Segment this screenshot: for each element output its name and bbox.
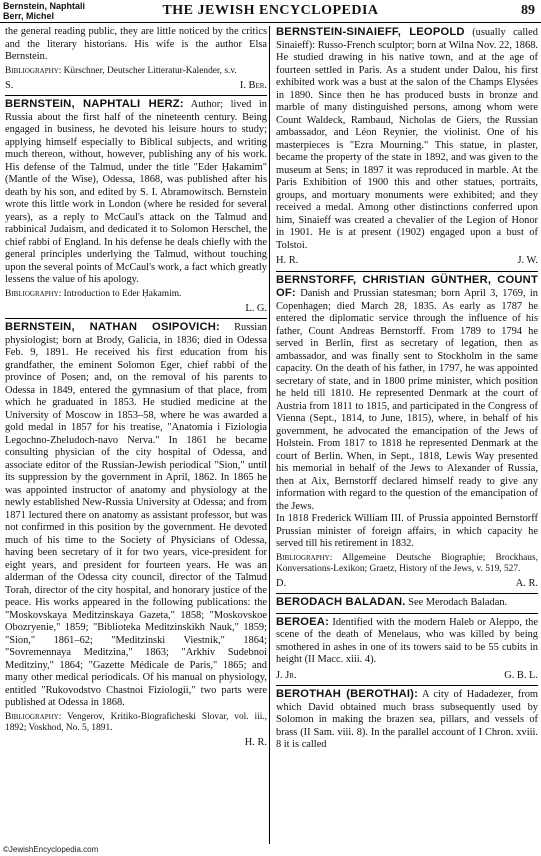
signature-left: S. <box>5 79 14 91</box>
page-header <box>0 0 541 24</box>
entry-divider <box>276 593 538 594</box>
running-head-line1: Bernstein, Naphtali <box>3 1 86 11</box>
intro-paragraph: the general reading public, they are little noticed by the critics and the literary historians. His wife is the author Elsa Bernstein. <box>5 26 267 62</box>
entry-title: BERNSTORFF, CHRISTIAN GÜNTHER, COUNT OF: <box>276 273 538 299</box>
entry-title: BERNSTEIN-SINAIEFF, LEOPOLD <box>276 26 465 38</box>
entry-divider <box>276 613 538 614</box>
naphtali-signature <box>5 303 267 316</box>
entry-body: Russian physiologist; born at Brody, Galicia, in 1836; died in Odessa Feb. 9, 1891. He received his first education from his grandfather, the eminent Solomon Eger, chief rabbi of the province of Posen; and, on the removal of his parents to Odessa in 1849, entered the gymnasium of that place, from which he graduated in 1853. He studied medicine at the University of Moscow in 1853–58, where he was awarded a gold medal in 1857 for his treatise, "Anatomia i Fiziologia Legochno-Zheludoch-navo Nerva." In 1861 he became consulting physician of the city hospital of Odessa, and associate editor of the Russian-Jewish periodical "Sion," until its suppression by the government in April, 1862. In 1865 he was appointed instructor of anatomy and physiology at the newly established New-Russia University at Odessa; and from 1871 lectured there on anatomy as assistant professor, but was not confirmed in this position by the government. He devoted much of his time to the Society of Physicians of Odessa, having been secretary of it for two years, vice-president for eight years, and president for fourteen years. He was an alderman of the Odessa city council, director of the Talmud Torah, director of the city hospital, and honorary justice of the peace. His works appeared in the following publications: the "Moskovskaya Meditzinskaya Gazeta," 1858; "Moskovskoe Obozryenie," 1859; "Biblioteka Meditzinskikh Nauk," 1859; "Sion," 1861–62; "Meditzinski Viestnik," 1864; "Sovremennaya Meditzina," 1863; "Arkhiv Sudebnoi Meditziny," 1864; "Gazette Médicale de Paris," 1865; and many other medical periodicals. Of his manual on physiology, entitled "Rukovodstvo Chastnoi Fiziologii," two parts were published at Odessa in 1868. <box>5 322 267 708</box>
entry-nathan <box>5 321 267 710</box>
entry-beroea <box>276 616 538 667</box>
header-rule <box>0 22 541 23</box>
signature-right: L. G. <box>245 302 267 314</box>
entry-divider <box>5 95 267 96</box>
bibliography-label: Bibliography: <box>5 711 62 722</box>
entry-title: BERNSTEIN, NAPHTALI HERZ: <box>5 98 184 110</box>
intro-bibliography <box>5 66 267 77</box>
entry-divider <box>5 318 267 319</box>
bibliography-text: Introduction to Eder Ḥakamim. <box>61 288 182 299</box>
bibliography-text: Kürschner, Deutscher Litteratur-Kalender, s.v. <box>61 65 237 76</box>
nathan-signature <box>5 737 267 750</box>
bibliography-label: Bibliography: <box>276 552 333 563</box>
entry-berodach <box>276 596 538 610</box>
entry-body: Author; lived in Russia about the first half of the nineteenth century. Being engaged in business, he devoted his leisure hours to study; applying himself especially to Biblical subjects, and writing much thereon, without, however, publishing any of his work. His defense of the Talmud, under the title "Eder Ḥakamim" (Mantle of the Wise), Odessa, 1868, was published after his death by his son, and edited by S. I. Abramowitsch. Bernstein wrote this little work in London (where he resided for several years), as a reply to McCaul's attack on the Talmud and rabbinical Judaism, and dedicated it to Solomon Herschel, the chief rabbi of England. In his defense he deals chiefly with the general principles underlying the Talmud, without touching upon the several points of McCaul's work, a fact which greatly lessens the value of his apology. <box>5 99 267 285</box>
signature-right: A. R. <box>515 577 538 589</box>
bibliography-text: Vengerov, Kritiko-Biograficheski Slovar, vol. iii., 1892; Voskhod, No. 5, 1891. <box>5 711 267 733</box>
entry-body: Identified with the modern Haleb or Aleppo, the scene of the death of Menelaus, who was killed by being smothered in ashes in one of its towers said to be 55 cubits in height (II Macc. xiii. 4). <box>276 616 538 665</box>
nathan-bibliography <box>5 712 267 734</box>
entry-title: BERNSTEIN, NATHAN OSIPOVICH: <box>5 321 220 333</box>
leopold-signature <box>276 255 538 268</box>
page-title: THE JEWISH ENCYCLOPEDIA <box>162 3 379 18</box>
entry-bernstorff <box>276 274 538 514</box>
entry-body: (usually called Sinaieff): Russo-French sculptor; born at Wilna Nov. 22, 1868. He studied drawing in his native town, and at the age of fourteen settled in Paris. As a student under Dalou, his first exhibited work was a bust at the salon of the Champs Elysées in 1890. Since then he has produced busts in bronze and marble of many distinguished persons, among whom were Count Waldeck, Rambaud, Nicholas de Giers, the Russian ambassador, and Léon Reynier, the violinist. One of his masterpieces is "Ezra Mourning." This statue, in plaster, became the property of the state in 1892, and was given to the museum at Sens; in 1897 it was reproduced in marble. At the Paris Exhibition of 1900 this and other statues, portraits, groups, and mortuary monuments were exhibited; and they received a medal. Among other distinctions conferred upon him, Sinaieff was created a chevalier of the Legion of Honor in 1901. He is at present (1902) engaged upon a bust of Tolstoi. <box>276 27 538 251</box>
entry-body: A city of Hadadezer, from which David obtained much brass subsequently used by Solomon in making the brazen sea, pillars, and vessels of brass (II Sam. viii. 8). In the parallel account of I Chron. xviii. 8 it is called <box>276 689 539 750</box>
signature-left: H. R. <box>276 255 299 266</box>
signature-right: H. R. <box>244 736 267 748</box>
entry-title: BERODACH BALADAN. <box>276 596 406 608</box>
entry-naphtali <box>5 98 267 287</box>
column-divider <box>269 26 270 844</box>
intro-signature <box>5 80 267 93</box>
signature-left: D. <box>276 577 287 589</box>
entry-title: BEROTHAH (BEROTHAI): <box>276 688 419 700</box>
bernstorff-bibliography <box>276 553 538 575</box>
entry-leopold <box>276 26 538 252</box>
right-column <box>276 26 538 752</box>
left-column <box>5 26 267 749</box>
entry-title: BEROEA: <box>276 615 329 628</box>
signature-left: J. Jr. <box>276 669 297 681</box>
entry-berothah <box>276 688 538 752</box>
signature-right: G. B. L. <box>504 669 538 681</box>
running-head-line2: Berr, Michel <box>3 11 55 21</box>
entry-divider <box>276 271 538 272</box>
signature-right: J. W. <box>517 255 538 266</box>
bibliography-label: Bibliography: <box>5 65 62 76</box>
footer-credit: ©JewishEncyclopedia.com <box>3 845 99 854</box>
naphtali-bibliography <box>5 289 267 300</box>
signature-right: I. Ber. <box>239 79 267 91</box>
beroea-signature <box>276 670 538 683</box>
bibliography-label: Bibliography: <box>5 288 62 299</box>
bernstorff-signature <box>276 578 538 591</box>
page-number: 89 <box>521 3 535 18</box>
entry-bernstorff-continued: In 1818 Frederick William III. of Prussia appointed Bernstorff Prussian minister of foreign affairs, in which capacity he served till his retirement in 1832. <box>276 513 538 549</box>
entry-body: See Merodach Baladan. <box>405 597 508 608</box>
bibliography-text: Allgemeine Deutsche Biographie; Brockhaus, Konversations-Lexikon; Graetz, History of the Jews, v. 519, 527. <box>276 552 538 574</box>
entry-body: Danish and Prussian statesman; born April 3, 1769, in Copenhagen; died March 28, 1835. As early as 1787 he entered the diplomatic service through the influence of his father, Count Andreas Bernstorff. From 1789 to 1794 he served in Berlin, first as secretary of legation, then as ambassador, and was finally sent to Stockholm in the same capacity. On the death of his father, in 1797, he was appointed secretary of state, and in 1800 prime minister, which position he held till 1810. He represented Denmark at the court of Austria from 1811 to 1815, and participated in the Congress of Vienna (Sept., 1814, to June, 1815), where, in behalf of his government, he advocated the emancipation of the Jews of Holstein. From 1817 to 1818 he represented Denmark at the court of Berlin. When, in Sept., 1818, Lewis Way presented his memorial in behalf of the Jews to Alexander of Russia, then at Aix, Bernstorff declared himself ready to give any information with regard to the question of the emancipation of the Jews. <box>276 288 538 512</box>
entry-divider <box>276 685 538 686</box>
